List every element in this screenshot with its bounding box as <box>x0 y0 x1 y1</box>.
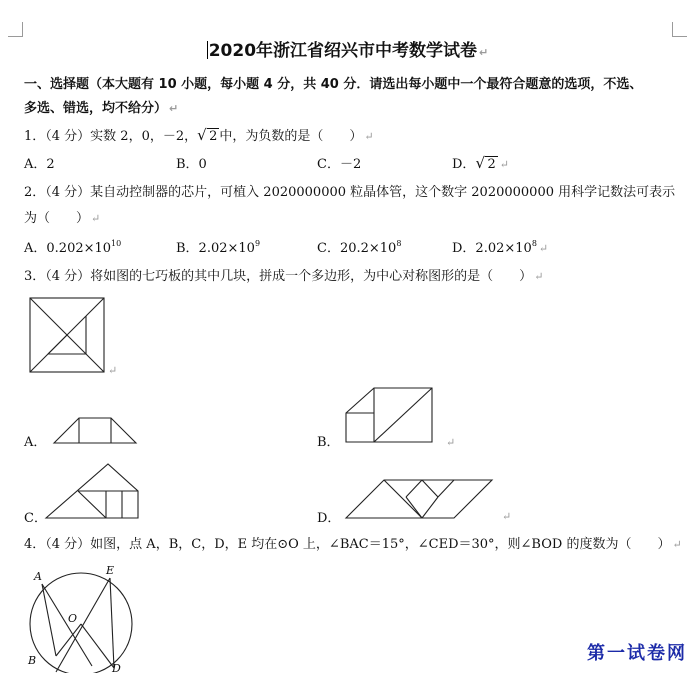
q2-option-d: D．$2.02\times 10^8$ ↵ <box>452 239 549 256</box>
q1-option-a: A．2 <box>24 157 55 172</box>
q3-option-c-figure <box>46 464 146 522</box>
q2-option-b: B．$2.02\times 10^9$ <box>176 239 261 256</box>
point-e-label: E <box>106 564 115 577</box>
watermark-logo: 第一试卷网 <box>587 643 687 664</box>
sqrt-symbol: √ 2 <box>197 126 218 144</box>
point-d-label: D <box>112 662 121 673</box>
point-o-label: O <box>68 612 78 625</box>
point-b-label: B <box>28 654 37 667</box>
document-page: 2020年浙江省绍兴市中考数学试卷 ↵ 一、选择题（本大题有 10 小题，每小题 4 分，共 40 分．请选出每小题中一个最符合题意的选项，不选、 多选、错选，均不给分） ↵ 1．（4 分）实数 2，0，－2， √ 2 中，为负数的是（ ） ↵ A．2 B．0 C．－2 D． √ 2 ↵ 2．（4 分）某自动控制器的芯片，可植入 2020000000 粒晶体管，这个数字 2020000000 用科学记数法可表示 为（ ） ↵ A．$0.202\times 10^{10}$ B．$2.02\times 10^9$ C．$20.2\times 10^8$ D．$2.02\times 10^8$ ↵ 3．（4 分）将如图的七巧板的其中几块，拼成一个多边形，为中心对称图形的是（ ） ↵ ↵ A． B． ↵ C． D． ↵ 4．（4 分）如图，点 A，B，C，D，E 均在⊙O 上，∠BAC＝15°，∠CED＝30°，则∠BOD 的度数为（ ） ↵ A E O B D 第一试卷网 <box>0 0 695 673</box>
q1-option-d: D． √ 2 ↵ <box>452 154 509 172</box>
q3-option-a-label: A． <box>24 435 47 450</box>
q2-option-c: C．$20.2\times 10^8$ <box>317 239 402 256</box>
q3-option-b-figure <box>346 388 436 446</box>
q3-option-d-label: D． <box>317 511 341 526</box>
q1-option-b: B．0 <box>176 157 207 172</box>
text-cursor <box>207 41 208 59</box>
q2-stem: 2．（4 分）某自动控制器的芯片，可植入 2020000000 粒晶体管，这个数字 2020000000 用科学记数法可表示 <box>24 185 676 200</box>
section-heading: 一、选择题（本大题有 10 小题，每小题 4 分，共 40 分．请选出每小题中一个最符合题意的选项，不选、 <box>24 77 643 92</box>
tangram-figure <box>30 298 110 378</box>
margin-corner-top-right <box>672 22 687 37</box>
exam-title: 2020年浙江省绍兴市中考数学试卷 ↵ <box>208 41 489 61</box>
section-heading-cont: 多选、错选，均不给分） ↵ <box>24 101 179 116</box>
point-a-label: A <box>34 570 42 583</box>
q1-stem: 1．（4 分）实数 2，0，－2， √ 2 中，为负数的是（ ） ↵ <box>24 126 374 144</box>
q3-stem: 3．（4 分）将如图的七巧板的其中几块，拼成一个多边形，为中心对称图形的是（ ） ↵ <box>24 269 544 284</box>
q3-option-d-figure <box>346 480 496 522</box>
q3-option-c-label: C． <box>24 511 47 526</box>
q4-circle-figure <box>24 566 144 673</box>
q2-stem-cont: 为（ ） ↵ <box>24 211 101 226</box>
margin-corner-top-left <box>8 22 23 37</box>
q2-option-a: A．$0.202\times 10^{10}$ <box>24 239 122 256</box>
q1-option-c: C．－2 <box>317 157 362 172</box>
q3-option-b-label: B． <box>317 435 340 450</box>
q4-stem: 4．（4 分）如图，点 A，B，C，D，E 均在⊙O 上，∠BAC＝15°，∠CED＝30°，则∠BOD 的度数为（ ） ↵ <box>24 537 682 552</box>
q3-option-a-figure <box>54 418 138 446</box>
